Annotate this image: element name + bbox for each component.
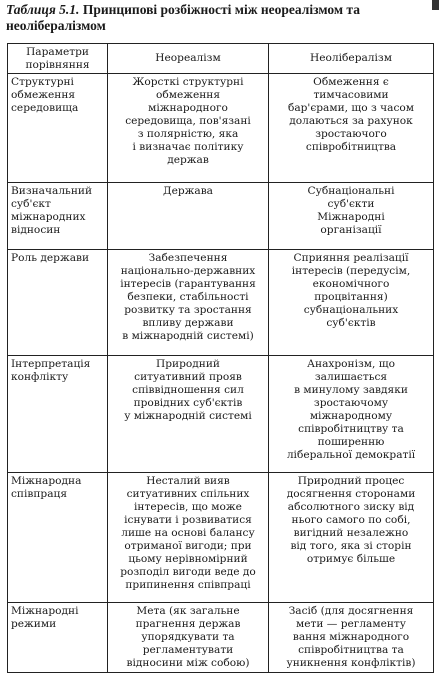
param-cell [8,74,108,183]
param-cell-line: суб'єкт [11,198,51,210]
param-cell-line: Структурні [11,76,74,88]
neorealism-cell-line: відносини між собою) [126,657,250,669]
neorealism-cell-line: розвитку та зростання [124,304,252,316]
neoliberalism-cell-line: співробітництва [305,141,397,153]
neoliberalism-cell [269,356,434,473]
param-cell-line: обмеження [11,89,76,101]
header-neorealism: Неореалізм [108,44,269,74]
neoliberalism-cell-line: бар'єрами, що з часом [287,102,415,114]
neoliberalism-cell-line: Субнаціональні [307,185,395,197]
neorealism-cell-line: безпеки, стабільності [127,291,249,303]
neorealism-cell-line: розподіл вигоди веде до [120,566,256,578]
neorealism-cell [108,183,269,250]
param-cell-line: Роль держави [11,252,90,264]
table-header-row [8,44,434,74]
neoliberalism-cell-line: Сприяння реалізації [293,252,409,264]
header-param-line: порівняння [25,58,90,71]
neorealism-cell-line: Держава [162,185,213,197]
neoliberalism-cell-line: мети — регламенту [295,618,407,630]
neorealism-cell-line: обмеження [155,89,221,101]
neoliberalism-cell-line: співробітництву та [298,423,404,435]
table-row [8,74,434,183]
neorealism-cell [108,603,269,673]
neorealism-cell-line: з полярністю, яка [137,128,239,140]
table-row [8,183,434,250]
neoliberalism-cell [269,473,434,603]
header-param-line: Параметри [26,45,89,58]
neorealism-cell-line: Несталий вияв [146,475,230,487]
header-neoliberalism: Неолібералізм [269,44,434,74]
neoliberalism-cell-line: зростаючого [315,128,387,140]
neorealism-cell-line: інтересів (гарантування [120,278,256,290]
neorealism-cell [108,356,269,473]
neorealism-cell-line: держав [167,154,209,166]
param-cell [8,473,108,603]
neorealism-cell-line: середовища, пов'язані [125,115,251,127]
table-title: Принципові розбіжності між неореалізмом та неолібералізмом [6,2,360,33]
table-caption [6,2,436,34]
neoliberalism-cell-line: вання міжнародного [292,631,410,643]
neoliberalism-cell-line: організації [320,224,382,236]
neorealism-cell-line: припинення співпраці [125,579,251,591]
neorealism-cell-line: національно-державних [120,265,256,277]
neoliberalism-cell-line: ліберальної демократії [286,449,416,461]
param-cell-line: Міжнародна [11,475,82,487]
neorealism-cell-line: упорядкувати та [141,631,235,643]
neorealism-cell-line: Жорсткі структурні [132,76,244,88]
neoliberalism-cell [269,603,434,673]
param-cell [8,250,108,356]
neoliberalism-cell-line: досягнення сторонами [286,488,416,500]
neoliberalism-cell-line: інтересів (передусім, [291,265,411,277]
neoliberalism-cell-line: Засіб (для досягнення [288,605,414,617]
neorealism-cell-line: в міжнародній системі) [122,330,254,342]
neoliberalism-cell-line: в минулому завдяки [294,384,408,396]
neorealism-cell-line: регламентувати [142,644,234,656]
table-row [8,250,434,356]
neorealism-cell-line: ситуативних спільних [126,488,250,500]
param-cell [8,356,108,473]
neorealism-cell [108,250,269,356]
param-cell-line: Визначальний [11,185,92,197]
neorealism-cell-line: цьому нерівномірний [128,553,248,565]
param-cell-line: Інтерпретація [11,358,91,370]
neoliberalism-cell-line: Природний процес [297,475,405,487]
neorealism-cell-line: Мета (як загальне [136,605,240,617]
neoliberalism-cell [269,74,434,183]
param-cell-line: відносин [11,224,61,236]
neoliberalism-cell-line: зростаючому [313,397,389,409]
table-row [8,603,434,673]
neorealism-cell-line: міжнародного [148,102,228,114]
param-cell [8,183,108,250]
neoliberalism-cell-line: отримує більше [306,553,396,565]
neorealism-cell-line: ситуативний прояв [134,371,242,383]
header-param [8,44,108,74]
neoliberalism-cell-line: тимчасовими [313,89,389,101]
param-cell-line: співпраця [11,488,67,500]
neorealism-cell-line: Природний [156,358,220,370]
param-cell [8,603,108,673]
neorealism-cell-line: прагнення держав [135,618,241,630]
neoliberalism-cell-line: поширенню [317,436,385,448]
neoliberalism-cell [269,250,434,356]
comparison-table [7,43,434,673]
neoliberalism-cell-line: Міжнародні [317,211,385,223]
neoliberalism-cell-line: нього самого по собі, [291,514,411,526]
neorealism-cell-line: провідних суб'єктів [133,397,243,409]
neorealism-cell-line: у міжнародній системі [124,410,252,422]
param-cell-line: конфлікту [11,371,69,383]
neorealism-cell-line: і визначає політику [132,141,244,153]
neoliberalism-cell-line: вигідний незалежно [293,527,409,539]
neorealism-cell-line: отриманої вигоди; при [124,540,252,552]
neoliberalism-cell-line: абсолютного зиску від [287,501,415,513]
neoliberalism-cell-line: суб'єкти [327,198,375,210]
param-cell-line: Міжнародні [11,605,79,617]
neorealism-cell-line: Забезпечення [148,252,228,264]
table-number: Таблиця 5.1. [6,2,80,17]
neoliberalism-cell-line: долаються за рахунок [289,115,413,127]
neorealism-cell-line: інтересів, що може [134,501,242,513]
neoliberalism-cell-line: міжнародному [309,410,393,422]
neorealism-cell [108,473,269,603]
neorealism-cell-line: лише на основі балансу [121,527,255,539]
neoliberalism-cell-line: залишається [314,371,388,383]
neorealism-cell-line: існувати і розвиватися [124,514,252,526]
neoliberalism-cell-line: економічного [312,278,390,290]
neoliberalism-cell [269,183,434,250]
neorealism-cell [108,74,269,183]
param-cell-line: середовища [11,102,79,114]
neoliberalism-cell-line: Обмеження є [313,76,389,88]
neoliberalism-cell-line: співробітництва та [298,644,404,656]
neoliberalism-cell-line: уникнення конфліктів) [286,657,416,669]
neoliberalism-cell-line: Анахронізм, що [307,358,395,370]
table-row [8,356,434,473]
param-cell-line: режими [11,618,57,630]
neorealism-cell-line: співвідношення сил [132,384,244,396]
neoliberalism-cell-line: від того, яка зі сторін [290,540,412,552]
neoliberalism-cell-line: субнаціональних [303,304,399,316]
table-row [8,473,434,603]
param-cell-line: міжнародних [11,211,86,223]
neorealism-cell-line: впливу держави [142,317,234,329]
neoliberalism-cell-line: суб'єктів [326,317,376,329]
neoliberalism-cell-line: процвітання) [314,291,388,303]
